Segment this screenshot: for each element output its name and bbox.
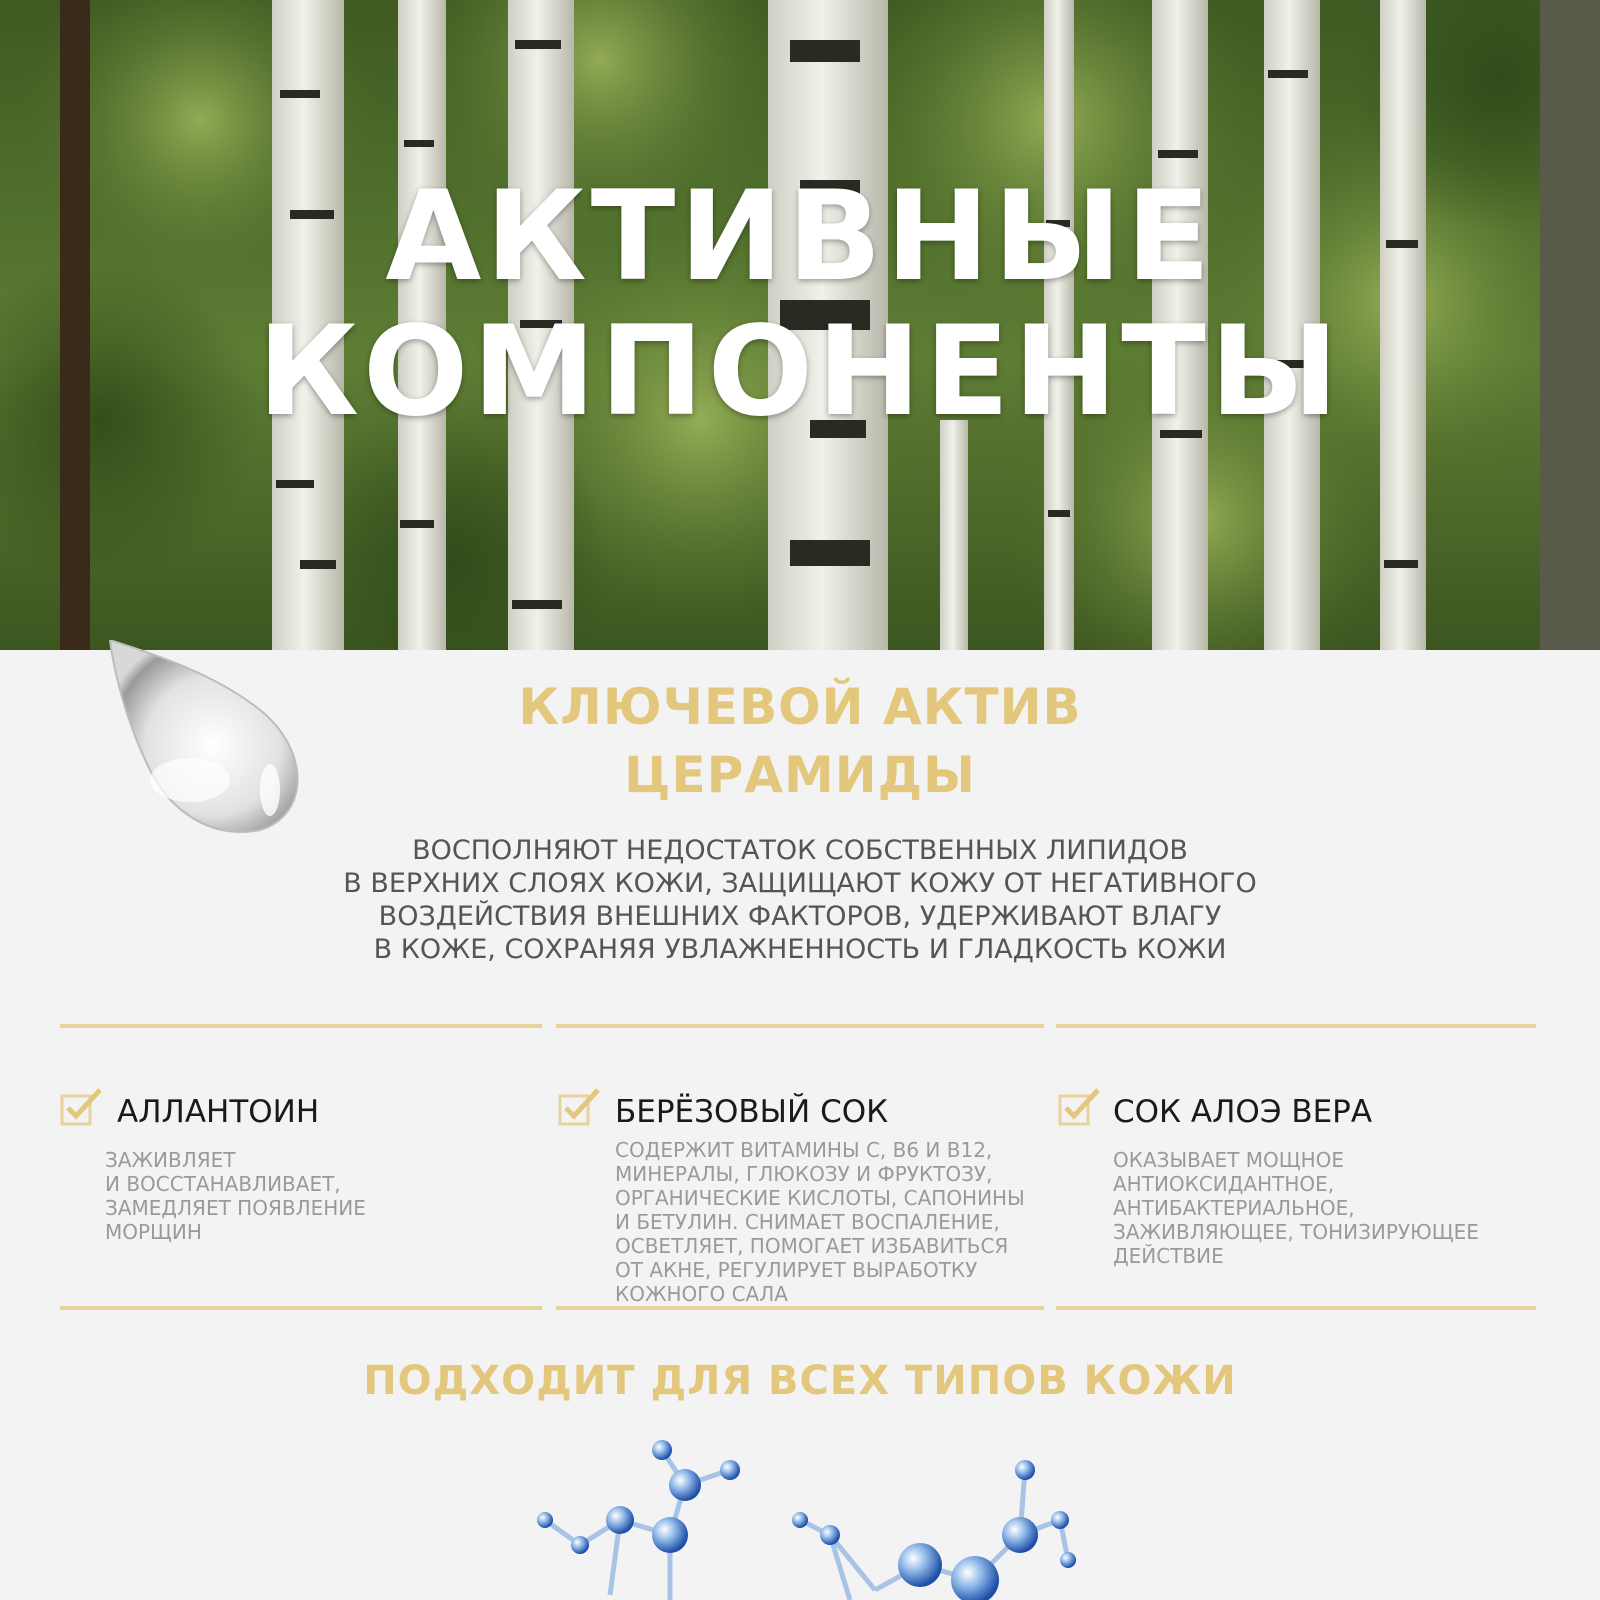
hero-banner xyxy=(0,0,1600,650)
description-line: ВОСПОЛНЯЮТ НЕДОСТАТОК СОБСТВЕННЫХ ЛИПИДОВ xyxy=(412,835,1188,866)
molecule-icon xyxy=(520,1420,1080,1600)
ingredient-title: АЛЛАНТОИН xyxy=(117,1094,320,1130)
ingredient-text: СОДЕРЖИТ ВИТАМИНЫ С, В6 И В12, МИНЕРАЛЫ, ГЛЮКОЗУ И ФРУКТОЗУ, ОРГАНИЧЕСКИЕ КИСЛОТЫ, САПОНИНЫ И БЕТУЛИН. СНИМАЕТ ВОСПАЛЕНИЕ, ОСВЕТЛЯЕТ, ПОМОГАЕТ ИЗБАВИТЬСЯ ОТ АКНЕ, РЕГУЛИРУЕТ ВЫРАБОТКУ КОЖНОГО САЛА xyxy=(615,1138,1025,1306)
description-line: В ВЕРХНИХ СЛОЯХ КОЖИ, ЗАЩИЩАЮТ КОЖУ ОТ НЕГАТИВНОГО xyxy=(343,868,1257,899)
divider-bottom-1 xyxy=(60,1306,542,1310)
key-active-label: КЛЮЧЕВОЙ АКТИВ xyxy=(518,678,1082,736)
ingredient-title: СОК АЛОЭ ВЕРА xyxy=(1113,1094,1373,1130)
divider-top-2 xyxy=(556,1024,1044,1028)
check-icon xyxy=(60,1088,102,1126)
divider-bottom-2 xyxy=(556,1306,1044,1310)
suits-all-skin-types: ПОДХОДИТ ДЛЯ ВСЕХ ТИПОВ КОЖИ xyxy=(363,1358,1237,1404)
check-icon xyxy=(558,1088,600,1126)
ingredient-text: ЗАЖИВЛЯЕТ И ВОССТАНАВЛИВАЕТ, ЗАМЕДЛЯЕТ ПОЯВЛЕНИЕ МОРЩИН xyxy=(105,1148,366,1244)
hero-title-line2: КОМПОНЕНТЫ xyxy=(257,300,1343,444)
divider-top-1 xyxy=(60,1024,542,1028)
description-line: ВОЗДЕЙСТВИЯ ВНЕШНИХ ФАКТОРОВ, УДЕРЖИВАЮТ ВЛАГУ xyxy=(378,901,1222,932)
key-active-name: ЦЕРАМИДЫ xyxy=(624,746,976,804)
description-line: В КОЖЕ, СОХРАНЯЯ УВЛАЖНЕННОСТЬ И ГЛАДКОСТЬ КОЖИ xyxy=(373,934,1227,965)
ingredient-text: ОКАЗЫВАЕТ МОЩНОЕ АНТИОКСИДАНТНОЕ, АНТИБАКТЕРИАЛЬНОЕ, ЗАЖИВЛЯЮЩЕЕ, ТОНИЗИРУЮЩЕЕ ДЕЙСТВИЕ xyxy=(1113,1148,1479,1268)
hero-title-line1: АКТИВНЫЕ xyxy=(385,165,1215,309)
check-icon xyxy=(1058,1088,1100,1126)
key-active-description xyxy=(200,834,1400,966)
ingredient-title: БЕРЁЗОВЫЙ СОК xyxy=(615,1094,889,1130)
water-drop-icon xyxy=(70,640,320,840)
divider-bottom-3 xyxy=(1056,1306,1536,1310)
divider-top-3 xyxy=(1056,1024,1536,1028)
